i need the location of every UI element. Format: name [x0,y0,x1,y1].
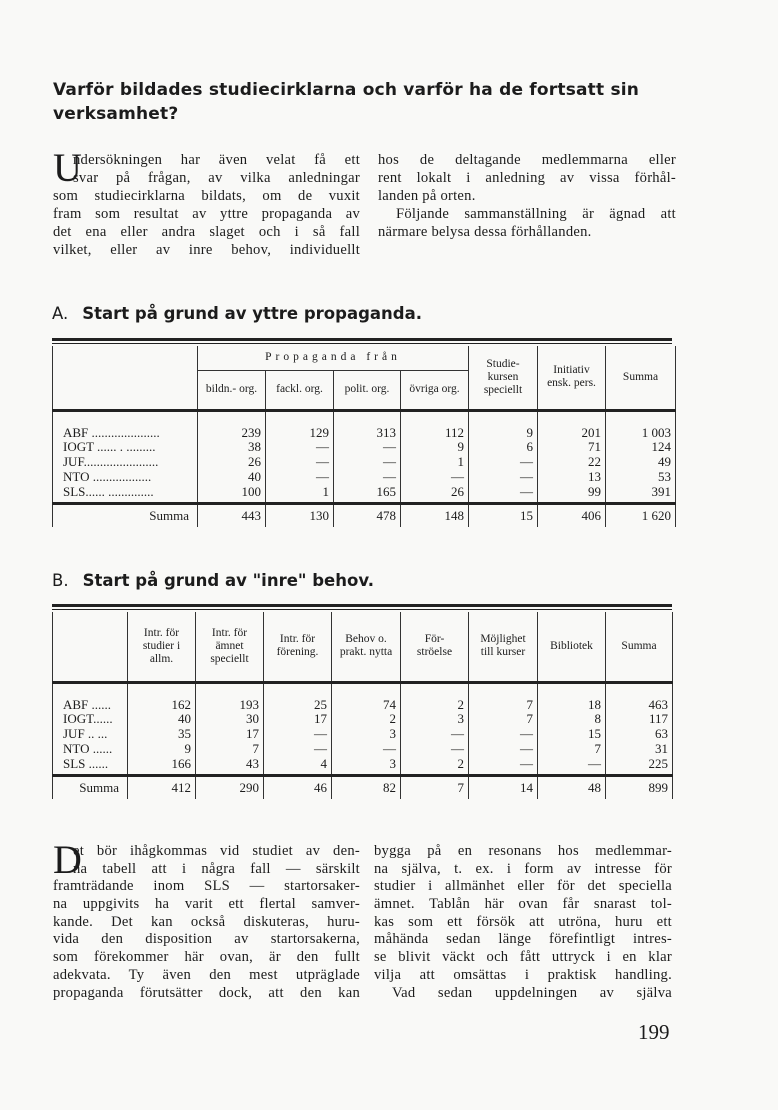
table-cell: 25 [264,682,332,712]
table-cell: 71 [538,440,606,455]
table-cell: 239 [198,410,266,440]
table-row [53,727,673,742]
table-cell: — [469,470,538,485]
table-cell: 3 [332,727,401,742]
table-cell: 193 [196,682,264,712]
text-line: som förekommer här ovan, är den fullt [53,949,360,966]
table-cell: — [469,485,538,504]
table-cell: 43 [196,757,264,776]
total-cell: 478 [334,503,401,527]
table-row [53,485,676,504]
table-cell: 100 [198,485,266,504]
table-cell: 463 [606,682,673,712]
total-cell: 82 [332,775,401,799]
row-label: ABF ..................... [53,410,198,440]
table-cell: — [469,757,538,776]
table-cell: — [266,440,334,455]
table-cell: 13 [538,470,606,485]
column-header: bildn.- org. [198,370,266,410]
total-cell: 148 [401,503,469,527]
column-header: Intr. för studier i allm. [128,612,196,682]
drop-cap: U [53,145,83,190]
group-header: Propaganda från [198,346,469,370]
total-cell: 48 [538,775,606,799]
text-line: ndersökningen har även velat få ett [73,152,360,168]
table-cell: 162 [128,682,196,712]
table-cell: 6 [469,440,538,455]
table-cell: 1 003 [606,410,676,440]
row-label: ABF ...... [53,682,128,712]
text-line: ämnet. Tablån här ovan får snarast tol- [374,896,672,913]
total-label: Summa [53,775,128,799]
table-cell: 112 [401,410,469,440]
text-line: svar på frågan, av vilka anledningar [73,170,360,186]
total-label: Summa [53,503,198,527]
text-line: fram som resultat av yttre propaganda av [53,206,360,222]
total-cell: 46 [264,775,332,799]
intro-right-column [378,151,676,241]
table-cell: — [538,757,606,776]
table-cell: 40 [198,470,266,485]
table-cell: 166 [128,757,196,776]
column-header: fackl. org. [266,370,334,410]
table-cell: — [401,742,469,757]
intro-left-column [53,145,360,259]
text-line: rent lokalt i anledning av vissa förhål- [378,170,676,186]
table-cell: — [266,455,334,470]
text-line: na uppgivits ha varit ett flertal samver- [53,896,360,913]
text-line: vida den disposition av startorsakerna, [53,931,360,948]
row-label: NTO ...... [53,742,128,757]
section-title: Start på grund av "inre" behov. [82,571,375,590]
table-cell: 117 [606,712,673,727]
table-rule [52,604,672,610]
column-header: polit. org. [334,370,401,410]
table-cell: — [266,470,334,485]
text-line: landen på orten. [378,188,476,204]
column-header: Summa [606,346,676,410]
column-header: För- ströelse [401,612,469,682]
table-cell: — [401,727,469,742]
table-cell: 8 [538,712,606,727]
row-label: IOGT ...... . ......... [53,440,198,455]
table-cell: 391 [606,485,676,504]
table-cell: — [334,455,401,470]
column-header: Summa [606,612,673,682]
table-cell: — [332,742,401,757]
text-line: vilket, eller av inre behov, individuellt [53,242,360,258]
table-cell: 17 [196,727,264,742]
total-cell: 412 [128,775,196,799]
table-cell: 26 [401,485,469,504]
text-line: et bör ihågkommas vid studiet av den- [73,843,360,859]
text-line: bygga på en resonans hos medlemmar- [374,843,672,859]
table-cell: 7 [469,712,538,727]
table-cell: 38 [198,440,266,455]
table-cell: 201 [538,410,606,440]
text-line: na själva, t. ex. i form av intresse för [374,860,672,877]
total-cell: 130 [266,503,334,527]
table-row [53,742,673,757]
text-line: propaganda förutsätter dock, att den kan [53,984,360,1001]
table-cell: 18 [538,682,606,712]
total-cell: 14 [469,775,538,799]
section-b-heading [52,571,374,590]
text-line: na tabell att i några fall — särskilt [73,860,360,877]
text-line: studier i allmänhet eller för det speciella [374,878,672,895]
drop-cap: D [53,837,83,882]
total-row [53,775,673,799]
table-cell: 2 [332,712,401,727]
table-row [53,470,676,485]
text-line: vilja att omsättas i praktisk handling. [374,966,672,983]
total-cell: 15 [469,503,538,527]
text-line: hos de deltagande medlemmarna eller [378,152,676,168]
row-label: JUF....................... [53,455,198,470]
table-cell: 2 [401,757,469,776]
table-cell: 26 [198,455,266,470]
table-cell: 7 [469,682,538,712]
table-cell: — [334,440,401,455]
table-cell: — [401,470,469,485]
table-cell: 9 [128,742,196,757]
table-row [53,682,673,712]
table-cell: 15 [538,727,606,742]
table-row [53,410,676,440]
text-line: se blivit väckt och fått uttryck i en klar [374,949,672,966]
column-header: övriga org. [401,370,469,410]
row-label: JUF .. ... [53,727,128,742]
text-line: kas som ett försök att utröna, huru ett [374,913,672,930]
total-cell: 7 [401,775,469,799]
table-cell: 165 [334,485,401,504]
table-cell: 124 [606,440,676,455]
row-header-blank [53,612,128,682]
text-line: Vad sedan uppdelningen av själva [392,984,672,1001]
text-line: som studiecirklarna bildats, om de vuxit [53,188,360,204]
table-cell: — [469,742,538,757]
table-cell: 63 [606,727,673,742]
table-row [53,440,676,455]
table-cell: 7 [196,742,264,757]
text-line: kande. Det kan också diskuteras, huru- [53,913,360,930]
table-rule [52,338,672,344]
table-cell: 53 [606,470,676,485]
table-cell: 99 [538,485,606,504]
text-line: det ena eller andra slaget och i så fall [53,224,360,240]
total-cell: 443 [198,503,266,527]
text-line: framträdande inom SLS — startorsaker- [53,878,360,895]
table-cell: 7 [538,742,606,757]
column-header: Behov o. prakt. nytta [332,612,401,682]
section-letter: A. [52,304,69,323]
table-b [52,612,673,799]
table-cell: 30 [196,712,264,727]
table-cell: 9 [469,410,538,440]
column-header: Intr. för förening. [264,612,332,682]
table-cell: 31 [606,742,673,757]
table-cell: 2 [401,682,469,712]
section-letter: B. [52,571,69,590]
table-row [53,757,673,776]
total-cell: 406 [538,503,606,527]
table-cell: — [264,742,332,757]
table-cell: 313 [334,410,401,440]
text-line: Följande sammanställning är ägnad att [396,206,676,222]
table-cell: 4 [264,757,332,776]
text-line: måhända sedan länge förefintligt intres- [374,931,672,948]
table-cell: — [469,455,538,470]
table-cell: 1 [266,485,334,504]
table-cell: 3 [332,757,401,776]
table-a [52,346,676,527]
table-row [53,455,676,470]
section-a-heading [52,304,422,323]
total-cell: 1 620 [606,503,676,527]
table-cell: 49 [606,455,676,470]
table-cell: 9 [401,440,469,455]
table-cell: 1 [401,455,469,470]
closing-right-column [374,843,672,1002]
page-title: Varför bildades studiecirklarna och varför ha de fortsatt sin verksamhet? [53,80,640,124]
table-cell: 22 [538,455,606,470]
closing-left-column [53,837,360,1002]
column-header: Studie- kursen speciellt [469,346,538,410]
table-cell: — [334,470,401,485]
row-header-blank [53,346,198,410]
table-cell: — [264,727,332,742]
column-header: Intr. för ämnet speciellt [196,612,264,682]
column-header: Bibliotek [538,612,606,682]
total-cell: 290 [196,775,264,799]
table-cell: — [469,727,538,742]
table-cell: 225 [606,757,673,776]
section-title: Start på grund av yttre propaganda. [82,304,422,323]
text-line: närmare belysa dessa förhållanden. [378,224,592,240]
table-cell: 40 [128,712,196,727]
table-cell: 74 [332,682,401,712]
page-number: 199 [638,1020,670,1044]
total-cell: 899 [606,775,673,799]
row-label: NTO .................. [53,470,198,485]
table-cell: 17 [264,712,332,727]
table-cell: 35 [128,727,196,742]
table-row [53,712,673,727]
text-line: adekvata. Ty även den mest utpräglade [53,966,360,983]
column-header: Initiativ ensk. pers. [538,346,606,410]
table-cell: 3 [401,712,469,727]
column-header: Möjlighet till kurser [469,612,538,682]
row-label: IOGT...... [53,712,128,727]
table-cell: 129 [266,410,334,440]
row-label: SLS...... .............. [53,485,198,504]
total-row [53,503,676,527]
row-label: SLS ...... [53,757,128,776]
